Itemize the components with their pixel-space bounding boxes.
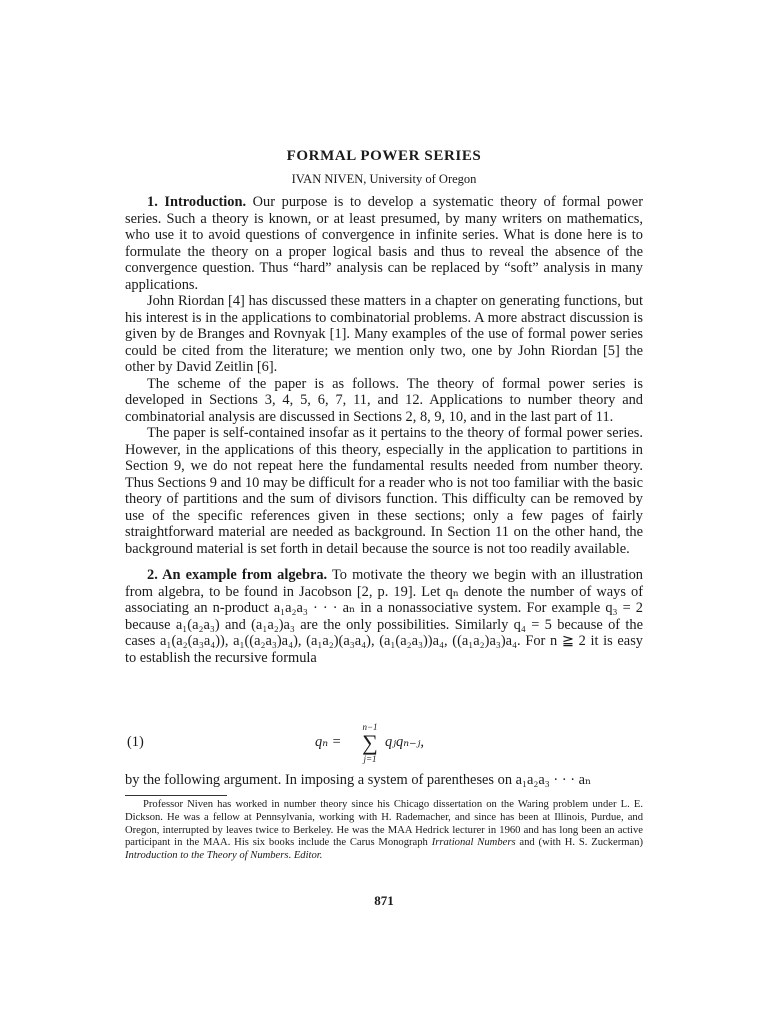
paragraph: The scheme of the paper is as follows. The theory of formal power series is developed in Sections 3, 4, 5, 6, 7, 11, and 12. Applications to number theory and combinatorial analysis are discussed in Sections 2, 8, 9, 10, and in the last part of 11.	[125, 375, 643, 425]
book-title: Irrational Numbers	[431, 837, 516, 849]
author-line: IVAN NIVEN, University of Oregon	[291, 172, 477, 186]
footnote-rule	[125, 795, 227, 796]
sum-lower-limit: j=1	[363, 754, 377, 764]
equation-rhs: qⱼqₙ₋ⱼ,	[385, 734, 425, 750]
equation-number: (1)	[127, 734, 144, 750]
editor-note: Editor.	[293, 850, 323, 862]
paragraph: John Riordan [4] has discussed these matters in a chapter on generating functions, but his interest is in the applications to combinatorial problems. A more abstract discussion is given by de Branges and Rovnyak [1]. Many examples of the use of formal power series could be cited from the literature; we mention only two, one by John Riordan [5] the other by David Zeitlin [6].	[125, 293, 643, 375]
continuation-text: by the following argument. In imposing a system of parentheses on a₁a₂a₃ · · · aₙ	[125, 772, 592, 788]
section-heading: 1. Introduction.	[147, 194, 247, 210]
main-text	[125, 194, 643, 666]
paper-title: FORMAL POWER SERIES	[286, 148, 482, 164]
sum-upper-limit: n−1	[362, 722, 378, 732]
footnote	[125, 799, 643, 863]
sigma-symbol: ∑	[362, 730, 378, 755]
book-title: Introduction to the Theory of Numbers	[125, 850, 289, 862]
paragraph: 1. Introduction. Our purpose is to develop a systematic theory of formal power series. Such a theory is known, or at least presumed, by many writers on mathematics, who use it to avoid questions of convergence in infinite series. What is done here is to formulate the theory on a proper logical basis and thus to reveal the absence of the convergence question. Thus “hard” analysis can be replaced by “soft” analysis in many applications.	[125, 194, 643, 293]
paragraph: The paper is self-contained insofar as it pertains to the theory of formal power series. However, in the applications of this theory, especially in the application to partitions in Section 9, we do not repeat here the fundamental results needed from number theory. Thus Sections 9 and 10 may be difficult for a reader who is not too familiar with the basic theory of partitions and the sum of divisors function. This difficulty can be removed by use of the specific references given in these sections; only a few pages of fairly straightforward material are needed as background. In Section 11 on the other hand, the background material is set forth in detail because the source is not too readily available.	[125, 425, 643, 557]
paragraph: 2. An example from algebra. To motivate the theory we begin with an illustration from algebra, to be found in Jacobson [2, p. 19]. Let qₙ denote the number of ways of associating an n-product a₁a₂a₃ · · · aₙ in a nonassociative system. For example q₃ = 2 because a₁(a₂a₃) and (a₁a₂)a₃ are the only possibilities. Similarly q₄ = 5 because of the cases a₁(a₂(a₃a₄)), a₁((a₂a₃)a₄), (a₁a₂)(a₃a₄), (a₁(a₂a₃))a₄, ((a₁a₂)a₃)a₄. For n ≧ 2 it is easy to establish the recursive formula	[125, 567, 643, 666]
summation	[360, 722, 380, 764]
equation-1	[125, 722, 643, 768]
page-number: 871	[374, 893, 394, 908]
equation-lhs: qₙ =	[315, 734, 342, 750]
section-heading: 2. An example from algebra.	[147, 567, 328, 583]
footnote-text: Professor Niven has worked in number theory since his Chicago dissertation on the Waring problem under L. E. Dickson. He was a fellow at Pennsylvania, working with H. Rademacher, and since has been at Illinois, Purdue, and Oregon, interrupted by leaves twice to Berkeley. He was the MAA Hedrick lecturer in 1960 and has long been an active participant in the MAA. His six books include the Carus Monograph Irrational Numbers and (with H. S. Zuckerman) Introduction to the Theory of Numbers. Editor.	[125, 799, 644, 862]
